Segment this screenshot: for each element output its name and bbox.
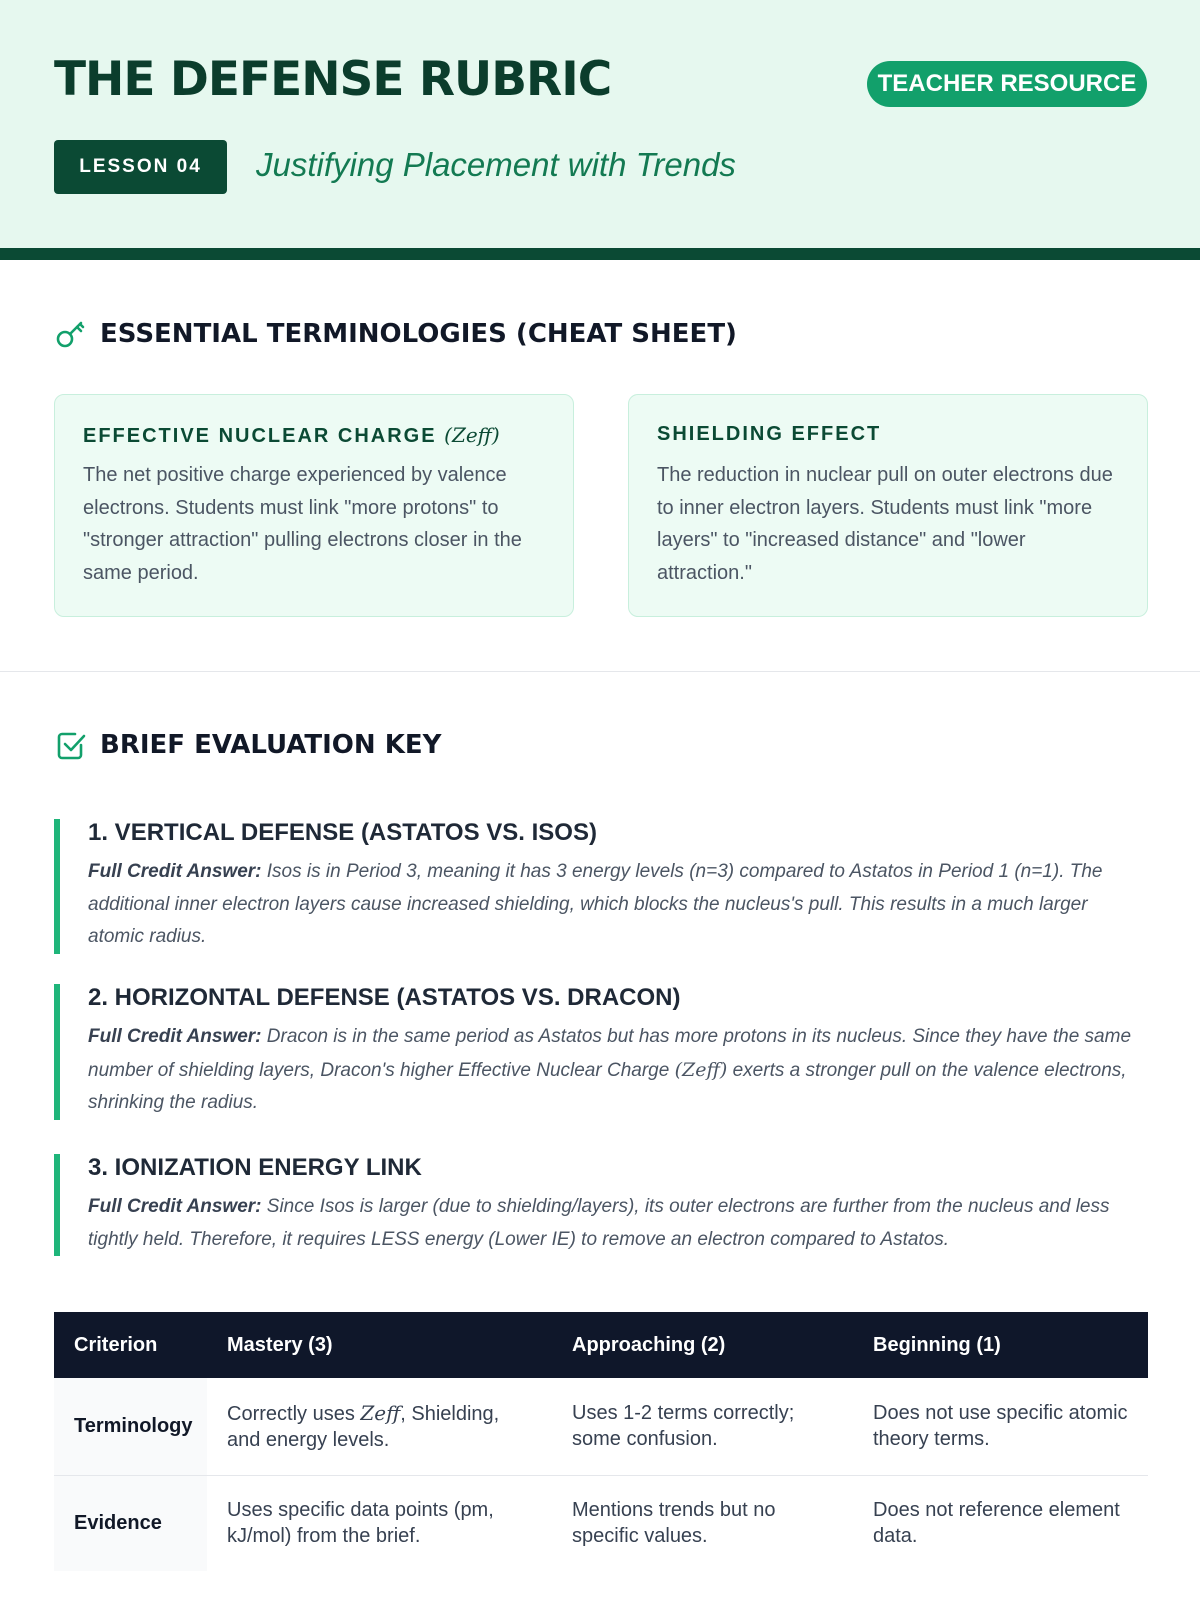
term-card-shielding-effect	[628, 394, 1148, 617]
zeff-symbol: Zeff	[360, 1400, 401, 1425]
eval-item-answer: Full Credit Answer: Since Isos is larger (due to shielding/layers), its outer electrons are further from the nucleus and less tightly held. Therefore, it requires LESS energy (Lower IE) to remove an electron compared to Astatos.	[88, 1196, 1110, 1250]
column-header-criterion: Criterion	[54, 1312, 207, 1378]
approaching-cell: Uses 1-2 terms correctly; some confusion.	[552, 1378, 853, 1475]
table-row	[54, 1378, 1148, 1475]
rubric-table	[54, 1312, 1148, 1571]
column-header-approaching: Approaching (2)	[552, 1312, 853, 1378]
table-row	[54, 1475, 1148, 1571]
beginning-cell: Does not use specific atomic theory terms.	[853, 1378, 1148, 1475]
term-card-body: The net positive charge experienced by valence electrons. Students must link "more protons" to "stronger attraction" pulling electrons closer in the same period.	[83, 464, 522, 584]
eval-item-title: 3. IONIZATION ENERGY LINK	[88, 1154, 422, 1181]
eval-item-horizontal-defense	[54, 984, 1148, 1120]
eval-item-answer: Full Credit Answer: Dracon is in the same period as Astatos but has more protons in its nucleus. Since they have the same number of shielding layers, Dracon's higher Effective Nuclear Charge (Zeff) exerts a stronger pull on the valence electrons, shrinking the radius.	[88, 1026, 1132, 1113]
teacher-resource-badge: TEACHER RESOURCE	[867, 61, 1147, 107]
mastery-cell: Correctly uses Zeff, Shielding, and energy levels.	[207, 1378, 552, 1475]
terminology-title: ESSENTIAL TERMINOLOGIES (CHEAT SHEET)	[100, 319, 737, 349]
eval-item-answer: Full Credit Answer: Isos is in Period 3, meaning it has 3 energy levels (n=3) compared to Astatos in Period 1 (n=1). The additional inner electron layers cause increased shielding, which blocks the nucleus's pull. This results in a much larger atomic radius.	[88, 861, 1103, 947]
approaching-cell: Mentions trends but no specific values.	[572, 1499, 776, 1548]
column-header-beginning: Beginning (1)	[853, 1312, 1148, 1378]
beginning-cell: Does not reference element data.	[873, 1499, 1120, 1548]
section-divider	[0, 671, 1200, 672]
eval-item-vertical-defense	[54, 819, 1148, 954]
criterion-cell: Evidence	[54, 1475, 207, 1571]
table-header-row	[54, 1312, 1148, 1378]
page-title: THE DEFENSE RUBRIC	[54, 52, 612, 107]
page-subtitle: Justifying Placement with Trends	[256, 146, 736, 183]
eval-item-ionization-link	[54, 1154, 1148, 1256]
mastery-cell: Uses specific data points (pm, kJ/mol) from the brief.	[227, 1499, 494, 1548]
full-credit-label: Full Credit Answer:	[88, 861, 262, 882]
terminology-heading	[54, 314, 737, 354]
full-credit-label: Full Credit Answer:	[88, 1026, 262, 1047]
term-card-title: SHIELDING EFFECT	[657, 423, 882, 445]
full-credit-label: Full Credit Answer:	[88, 1196, 262, 1217]
zeff-symbol: (Zeff)	[444, 423, 500, 447]
eval-item-title: 2. HORIZONTAL DEFENSE (ASTATOS VS. DRACON)	[88, 984, 681, 1011]
evaluation-title: BRIEF EVALUATION KEY	[100, 730, 442, 760]
criterion-cell: Terminology	[54, 1378, 207, 1475]
lesson-tag: LESSON 04	[54, 140, 227, 194]
term-card-title: EFFECTIVE NUCLEAR CHARGE (Zeff)	[83, 423, 500, 447]
term-card-effective-nuclear-charge	[54, 394, 574, 617]
key-icon	[54, 317, 88, 351]
zeff-symbol: (Zeff)	[674, 1058, 728, 1081]
evaluation-heading	[54, 725, 441, 765]
column-header-mastery: Mastery (3)	[207, 1312, 552, 1378]
eval-item-title: 1. VERTICAL DEFENSE (ASTATOS VS. ISOS)	[88, 819, 597, 846]
page-header	[0, 0, 1200, 260]
term-card-body: The reduction in nuclear pull on outer electrons due to inner electron layers. Students must link "more layers" to "increased distance" and "lower attraction."	[657, 464, 1113, 584]
checkbox-icon	[54, 728, 88, 762]
